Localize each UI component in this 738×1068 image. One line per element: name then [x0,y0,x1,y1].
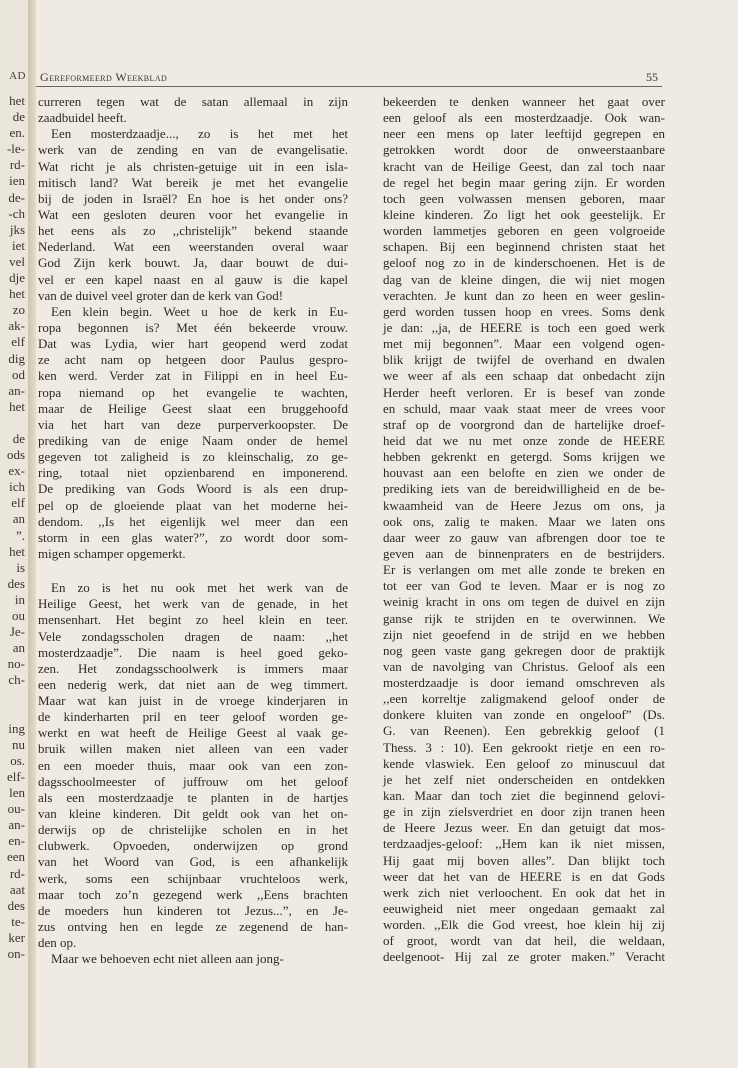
text-line: weinig kracht in ons om tegen de duivel en zijn [383,594,665,610]
text-line: via het hart van deze purperverkoopster. De [38,416,348,432]
previous-page-fragment: ex- [8,463,25,479]
text-line: zijn niet geoefend in de strijd en we hebben [383,626,665,642]
text-line: derwijs op de christelijke scholen en in het [38,822,348,838]
text-line: de regel het begin maar gering zijn. Er worden [383,174,665,190]
text-line: Vele zondagsscholen dragen de naam: ,,het [38,628,348,644]
page-gutter [28,0,36,1068]
text-line: dendom. ,,Is het eigenlijk wel meer dan een [38,513,348,529]
text-line: kracht van de Heilige Geest, dan zal toch naar [383,158,665,174]
previous-page-fragment: en- [8,833,25,849]
text-line: kende vlaswiek. Een geloof zo minuscuul dat [383,755,665,771]
text-line: het eens als zo ,,christelijk” bekend staande [38,223,348,239]
previous-page-fragment: zo [12,302,25,318]
text-line: maar de Heilige Geest slaat een bruggehoofd [38,400,348,416]
text-line: neer een mens op later leeftijd gegrepen en [383,126,665,142]
text-line: getrokken wordt door de onweerstaanbare [383,142,665,158]
text-line: pel op de gloeiende plaat van het moderne hei- [38,497,348,513]
text-line: toch geen volwassen mensen geboren, maar [383,190,665,206]
previous-page-fragment: an [12,640,25,656]
text-line: Wat richt je als christen-getuige uit in een isla- [38,158,348,174]
previous-page-fragment: jks [9,221,25,237]
text-line: ken werd. Verder zat in Filippi en in heel Eu- [38,368,348,384]
paragraph [38,126,348,304]
paragraph-break [38,562,348,580]
text-line: donkere kluiten van zonde en ongeloof” (Ds. [383,707,665,723]
previous-page-fragment: an- [8,817,25,833]
previous-page-fragment: een [6,849,25,865]
previous-page-edge [0,0,28,1068]
text-line: heid dat we nu met onze zonde de HEERE [383,432,665,448]
left-text-column [38,94,348,967]
text-line: de Heere Jezus weer. En dan getuigt dat mos- [383,820,665,836]
running-header [40,70,658,86]
text-line: Herder heeft verloren. Er is besef van zonde [383,384,665,400]
previous-page-fragment: an- [8,382,25,398]
previous-page-fragment: nu [12,736,25,752]
text-line: ropa begonnen is? Met één bekeerde vrouw. [38,319,348,335]
text-line: een nederig werk, dat niet aan de weg timmert. [38,676,348,692]
text-line: ring, totaal niet opzienbarend en imponerend. [38,465,348,481]
text-line: hebben gekrenkt en getergd. Soms krijgen we [383,449,665,465]
text-line: terdzaadjes-geloof: ,,Hem kan ik niet missen, [383,836,665,852]
previous-page-header-fragment: AD [9,70,26,82]
text-line: Een klein begin. Weet u hoe de kerk in Eu- [51,303,348,319]
previous-page-fragment [0,688,25,704]
previous-page-fragment: ou [12,608,25,623]
previous-page-fragment: ch- [8,672,25,688]
previous-page-fragment: de [12,430,25,446]
previous-page-fragment: dig [8,350,25,366]
text-line: bekeerden te denken wanneer het gaat over [383,94,665,109]
text-line: geven aan de binnenpraters en de bestrijders. [383,545,665,561]
text-line: ge in zijn zielsverdriet en door zijn tranen heen [383,804,665,820]
text-line: curreren tegen wat de satan allemaal in zijn [38,94,348,109]
previous-page-fragment: -ch [8,205,25,221]
previous-page-fragment: rd- [9,157,25,173]
previous-page-fragment: ker [8,929,25,945]
previous-page-fragment: aat [9,881,25,897]
previous-page-fragment: ich [9,479,25,495]
text-line: schapen. Bij een beginnend christen staat het [383,239,665,255]
text-line: Hij gaat mij boven alles”. Dan blijkt toch [383,852,665,868]
text-line: als een mosterdzaadje te planten in de hartjes [38,789,348,805]
previous-page-fragment [0,705,25,721]
text-line: je dan: ,,ja, de HEERE is toch een goed werk [383,319,665,335]
previous-page-fragment [0,415,25,431]
text-line: een geloof als een mosterdzaadje. Ook wan- [383,110,665,126]
text-line: prediking iets van de bereidwilligheid en de be- [383,481,665,497]
previous-page-fragment: od [12,366,25,382]
text-line: daar weer zo gauw van afbrengen door toe te [383,529,665,545]
text-line: dag van de kleine dingen, die wij niet mogen [383,271,665,287]
text-line: worden. ,,Elk die God vreest, hoe klein hij zij [383,917,665,933]
text-line: Wat een gesloten deuren voor het evangelie in [38,206,348,222]
paragraph [38,94,348,126]
text-line: van de navolging van Christus. Geloof als een [383,658,665,674]
previous-page-fragment: ou- [7,801,25,817]
text-line: mosterdzaadje is door iemand omschreven als [383,675,665,691]
previous-page-fragment: het [9,398,25,414]
previous-page-fragment: ien [9,173,25,189]
right-text-column [383,94,665,966]
text-line: bij de joden in Israël? En hoe is het onder ons? [38,190,348,206]
previous-page-fragment: Je- [9,624,25,640]
text-line: zen. Het zondagsschoolwerk is immers maar [38,660,348,676]
text-line: werk van de zending en van de evangelisatie. [38,142,348,158]
text-line: van de duivel veel groter dan de kerk van God! [38,287,284,303]
text-line: zus ontving hen en legde ze zegenend de han- [38,919,348,935]
text-line: tot eer van God te leven. Maar er is nog zo [383,578,665,594]
text-line: Maar we behoeven echt niet alleen aan jong- [51,951,284,967]
text-line: werkt en wat heeft de Heilige Geest al vaak ge- [38,725,348,741]
publication-title [40,70,167,85]
text-line: je het zelf niet onderscheiden en ontdekken [383,771,665,787]
header-rule [36,86,662,87]
paragraph [38,580,348,951]
text-line: zaadbuidel heeft. [38,110,127,126]
previous-page-fragment: ”. [15,527,25,543]
text-line: de moeders hun kinderen tot Jezus...”, en Je- [38,902,348,918]
text-line: migen schamper opgemerkt. [38,545,186,561]
text-line: eeuwigheid niet meer ongedaan gemaakt zal [383,901,665,917]
publication-title-text: Gereformeerd Weekblad [40,70,168,84]
text-line: maar toch zo’n gezegend werk ,,Eens brachten [38,886,348,902]
previous-page-fragment: -le- [6,141,25,157]
text-line: ropa niemand op het evangelie te wachten, [38,384,348,400]
text-line: En zo is het nu ook met het werk van de [51,580,348,596]
previous-page-fragment: elf [11,334,25,350]
previous-page-fragment: het [9,93,25,108]
text-line: G. van Reenen). Een gebrekkig geloof (1 [383,723,665,739]
text-line: Heilige Geest, het werk van de genade, in het [38,596,348,612]
text-line: prediking van de enige Naam onder de hemel [38,432,348,448]
page-number: 55 [646,70,658,84]
text-line: gerd worden tussen hoop en vrees. Soms denk [383,303,665,319]
previous-page-fragment: de- [8,189,25,205]
text-line: werk, soms een schijnbaar vruchteloos werk, [38,870,348,886]
text-line: ook ons, zalig te maken. Maar we laten ons [383,513,665,529]
text-line: mitisch land? Wat bereik je met het evangelie [38,174,348,190]
text-line: clubwerk. Opvoeden, onderwijzen op grond [38,838,348,854]
text-line: Dat was Lydia, wier hart geopend werd zodat [38,336,348,352]
text-line: bruik willen maken niet alleen van een vader [38,741,348,757]
previous-page-fragment: ing [8,720,25,736]
text-line: straf op de voorgrond dan de hartelijke droef- [383,416,665,432]
previous-page-fragment: het [9,543,25,559]
text-line: geloof nog zo in de kinderschoenen. Het is de [383,255,665,271]
text-line: kwaamheid van de Heere Jezus om ons, ja [383,497,665,513]
previous-page-fragment: en. [9,125,25,141]
text-line: den op. [38,935,77,951]
previous-page-fragment: in [14,591,25,607]
text-line: met mij begonnen”. Maar een volgend ogen- [383,336,665,352]
previous-page-fragment: des [7,575,25,591]
text-line: worden lammetjes geboren en geen volgroeide [383,223,665,239]
text-line: Nederland. Wat een weerstanden overal waar [38,239,348,255]
text-line: werk zich niet verloochent. En ook dat het in [383,884,665,900]
previous-page-fragment: ods [6,447,25,463]
text-line: ,,een korreltje zaligmakend geloof onder de [383,691,665,707]
text-line: verachten. Je kunt dan zo heen en weer geslin- [383,287,665,303]
previous-page-fragment: iet [12,237,25,253]
previous-page-fragment: des [7,897,25,913]
previous-page-fragment: het [9,286,25,302]
text-line: de kinderharten pril en teer geloof worden ge- [38,709,348,725]
text-line: dagsschoolmeester of juffrouw om het geloof [38,773,348,789]
previous-page-fragment: an [12,511,25,527]
previous-page-fragment: rd- [9,865,25,881]
previous-page-fragment: dje [9,270,25,286]
text-line: weer dat het van de HEERE is en dat Gods [383,868,665,884]
text-line: en schuld, maar vaak staat meer de vrees voor [383,400,665,416]
previous-page-fragment: vel [9,253,25,269]
text-line: of groot, wordt van dat heil, die weldaan, [383,933,665,949]
previous-page-fragment: on- [7,945,25,961]
previous-page-fragment: elf [11,495,25,511]
paragraph [38,304,348,562]
text-line: deelgenoot- Hij zal ze groter maken.” Veracht [383,949,665,965]
previous-page-fragment: os. [10,752,25,768]
text-line: vel er een kapel naast en al gauw is die kapel [38,271,348,287]
previous-page-text-fragments [0,93,25,962]
text-line: we weer af als een schaap dat onbedacht zijn [383,368,665,384]
text-line: storm in een glas water?”, zo wordt door som- [38,529,348,545]
text-line: Thess. 3 : 10). Een gekrookt rietje en een ro- [383,739,665,755]
text-line: mosterdzaadje”. Die naam is heel goed geko- [38,644,348,660]
text-line: kleine kinderen. Zo ligt het ook geestelijk. Er [383,206,665,222]
previous-page-fragment: te- [11,913,25,929]
previous-page-fragment: de [12,109,25,125]
text-line: De prediking van Gods Woord is als een drup- [38,481,348,497]
previous-page-fragment: is [16,559,25,575]
text-line: mensenhart. Het begint zo heel klein en teer. [38,612,348,628]
text-line: en een moeder thuis, maar ook van een zon- [38,757,348,773]
text-line: houvast aan een belofte en zien we onder de [383,465,665,481]
text-line: blik krijgt de twijfel de overhand en dwalen [383,352,665,368]
text-line: God Zijn kerk bouwt. Ja, daar bouwt de dui- [38,255,348,271]
text-line: Er is verlangen om met alle zonde te breken en [383,562,665,578]
text-line: ganse rijk te strijden en te overwinnen. We [383,610,665,626]
text-line: ze acht nam op hetgeen door Paulus gespro- [38,352,348,368]
text-line: kan. Maar dan toch ziet die beginnend gelovi- [383,788,665,804]
text-line: gegeven tot zaligheid is zo kleinschalig, zo ge- [38,449,348,465]
text-line: van het Woord van God, is een afhankelijk [38,854,348,870]
text-line: van kleine kinderen. Dit geldt ook van het on- [38,806,348,822]
text-line: Een mosterdzaadje..., zo is het met het [51,126,348,142]
text-line: nog geen vaste gang gekregen door de praktijk [383,642,665,658]
previous-page-fragment: elf- [6,768,25,784]
text-line: Maar wat kan juist in de vroege kinderjaren in [38,693,348,709]
previous-page-fragment: no- [7,656,25,672]
previous-page-fragment: ak- [8,318,25,334]
paragraph [38,951,348,967]
previous-page-fragment: len [9,785,25,801]
